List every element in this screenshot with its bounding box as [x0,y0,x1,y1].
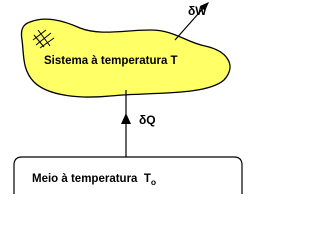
surroundings-label-subscript: o [150,177,157,187]
surroundings-label-main: Meio à temperatura T [32,173,151,185]
work-label: δW [188,4,207,18]
heat-label: δQ [139,113,156,127]
surroundings-label [32,173,156,187]
heat-arrow [121,90,131,160]
system-label: Sistema à temperatura T [44,55,178,67]
